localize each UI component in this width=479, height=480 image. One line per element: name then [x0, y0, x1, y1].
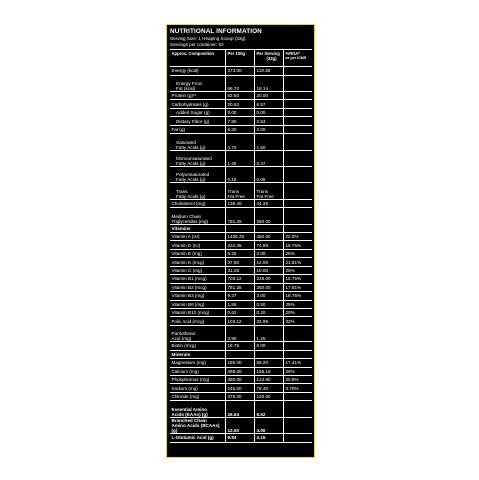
- value-per-100g: 62.50: [226, 92, 255, 99]
- value-per-100g: 26.64: [226, 401, 255, 416]
- row-label: Minerals: [170, 351, 226, 358]
- table-row: [170, 258, 312, 266]
- value-rda: [284, 183, 312, 198]
- value-per-serving: 119.35: [255, 67, 284, 74]
- row-label: Cholesterol (mg): [170, 200, 226, 207]
- header-per-serving: Per Serving (32g): [255, 50, 284, 66]
- value-rda: [284, 208, 312, 223]
- value-per-100g: 0.62: [226, 309, 255, 316]
- value-per-100g: 185.00: [226, 359, 255, 366]
- row-label: Monounsaturated Fatty Acids (g): [170, 151, 226, 166]
- value-per-serving: 59.20: [255, 359, 284, 366]
- row-label: Vitamins: [170, 225, 226, 232]
- value-per-serving: 2.00: [255, 250, 284, 257]
- row-label: Calcium (mg): [170, 368, 226, 375]
- serving-size: Serving Size: 1 Heaping Scoop (32g): [170, 36, 246, 41]
- nutrition-panel: [166, 24, 315, 458]
- value-rda: 32%: [285, 318, 295, 324]
- table-row: [170, 117, 312, 125]
- row-label: Pantothenic Acid (mg): [170, 326, 226, 341]
- row-label: Vitamin E (mg): [170, 250, 226, 257]
- value-per-100g: 56.70: [226, 76, 255, 91]
- value-rda: 18.75%: [285, 242, 302, 248]
- value-rda: [284, 200, 312, 207]
- value-per-serving: 8.52: [255, 401, 284, 416]
- table-row: [170, 151, 312, 167]
- row-label: Carbohydrates (g): [170, 100, 226, 107]
- value-per-100g: 245.00: [226, 384, 255, 391]
- value-per-100g: 781.25: [226, 208, 255, 223]
- value-per-serving: 10.00: [255, 267, 284, 274]
- value-per-serving: 12.00: [255, 258, 284, 265]
- value-per-100g: 31.25: [226, 267, 255, 274]
- value-per-serving: 120.00: [255, 393, 284, 400]
- table-row: [170, 326, 312, 342]
- value-per-100g: 37.50: [226, 258, 255, 265]
- value-per-100g: 138.40: [226, 200, 255, 207]
- table-row: [170, 109, 312, 117]
- table-row: [170, 309, 312, 317]
- table-header: [170, 50, 312, 67]
- value-per-serving: 20.00: [255, 92, 284, 99]
- row-label: Biotin (mcg): [170, 342, 226, 349]
- table-row: [170, 359, 312, 367]
- row-label: Vitamin K (mcg): [170, 258, 226, 265]
- row-label: Vitamin B12 (mcg): [170, 309, 226, 316]
- value-per-serving: 44.29: [255, 200, 284, 207]
- servings-per-container: Servings per container: 62: [170, 41, 224, 47]
- value-per-serving: 74.88: [255, 241, 284, 248]
- table-row: [170, 342, 312, 350]
- row-label: Protein (g)**: [170, 92, 226, 99]
- row-label: Energy (kcal): [170, 67, 226, 74]
- section-row: [170, 225, 312, 233]
- value-per-100g: 390.00: [226, 376, 255, 383]
- table-row: [170, 134, 312, 150]
- value-rda: [284, 393, 312, 400]
- value-per-serving: 1.25: [255, 326, 284, 341]
- value-rda: [284, 351, 312, 358]
- row-label: Magnesium (mg): [170, 359, 226, 366]
- table-row: [170, 92, 312, 100]
- value-per-100g: 7.90: [226, 117, 255, 124]
- row-label: Essential Amino Acids (EAAs) (g): [170, 401, 226, 416]
- panel-title: NUTRITIONAL INFORMATION: [170, 28, 262, 35]
- value-rda: 20%: [285, 310, 295, 316]
- table-row: [170, 284, 312, 292]
- value-per-100g: Trans Fat Free: [226, 183, 255, 198]
- value-per-100g: 781.25: [226, 284, 255, 291]
- value-per-serving: 0.06: [255, 167, 284, 182]
- table-row: [170, 208, 312, 224]
- value-per-100g: 103.12: [226, 317, 255, 324]
- value-per-serving: 450.00: [255, 233, 284, 240]
- table-row: [170, 200, 312, 208]
- row-label: Added Sugar (g): [170, 109, 226, 116]
- value-per-serving: 6.00: [255, 342, 284, 349]
- table-row: [170, 292, 312, 300]
- value-per-serving: [255, 351, 284, 358]
- table-row: [170, 126, 312, 134]
- row-label: Trans Fatty Acids (g): [170, 183, 226, 198]
- nutrition-table: [170, 49, 312, 442]
- value-rda: [284, 225, 312, 232]
- value-per-serving: 124.80: [255, 376, 284, 383]
- value-rda: 17.81%: [285, 284, 302, 290]
- value-rda: [284, 326, 312, 341]
- value-per-serving: Trans Fat Free: [255, 183, 284, 198]
- table-row: [170, 183, 312, 199]
- value-per-100g: 1.45: [226, 151, 255, 166]
- value-rda: [284, 109, 312, 116]
- value-per-100g: 488.00: [226, 368, 255, 375]
- table-row: [170, 100, 312, 108]
- value-rda: 18.75%: [285, 293, 302, 299]
- value-per-serving: 250.00: [255, 284, 284, 291]
- row-label: Medium Chain Triglycerides (mg): [170, 208, 226, 223]
- value-per-100g: 20.52: [226, 100, 255, 107]
- table-row: [170, 67, 312, 75]
- value-per-100g: 375.00: [226, 393, 255, 400]
- table-row: [170, 384, 312, 392]
- table-body: [170, 67, 312, 442]
- table-row: [170, 434, 312, 442]
- value-rda: [284, 134, 312, 149]
- value-per-100g: 1406.25: [226, 233, 255, 240]
- table-row: [170, 250, 312, 258]
- value-per-serving: 225.00: [255, 275, 284, 282]
- value-per-100g: 703.12: [226, 275, 255, 282]
- row-label: Phosphorous (mg): [170, 376, 226, 383]
- value-per-100g: 12.50: [226, 418, 255, 433]
- row-label: Polyunsaturated Fatty Acids (g): [170, 167, 226, 182]
- value-per-serving: 3.00: [255, 292, 284, 299]
- row-label: Folic Acid (mcg): [170, 317, 226, 324]
- row-label: Vitamin B3 (mg): [170, 292, 226, 299]
- section-row: [170, 351, 312, 359]
- table-row: [170, 368, 312, 376]
- value-rda: [284, 434, 312, 441]
- row-label: L-Glutamic Acid (g): [170, 434, 226, 441]
- value-per-100g: 6.30: [226, 126, 255, 133]
- value-rda: 25%: [285, 268, 295, 273]
- value-rda: 21.81%: [285, 259, 302, 265]
- value-rda: 26%: [285, 368, 295, 374]
- value-per-serving: 3.15: [255, 434, 284, 441]
- value-rda: 17.41%: [285, 360, 302, 366]
- table-row: [170, 241, 312, 249]
- value-per-serving: 4.00: [255, 418, 284, 433]
- row-label: Vitamin B2 (mcg): [170, 284, 226, 291]
- value-per-serving: 0.20: [255, 309, 284, 316]
- value-per-100g: 234.35: [226, 241, 255, 248]
- value-per-serving: [255, 225, 284, 232]
- value-per-serving: 0.47: [255, 151, 284, 166]
- value-per-serving: 250.00: [255, 208, 284, 223]
- value-per-100g: 4.70: [226, 134, 255, 149]
- table-row: [170, 76, 312, 92]
- header-per-100g: Per 100g: [226, 50, 255, 66]
- value-per-100g: 1.56: [226, 301, 255, 308]
- row-label: Sodium (mg): [170, 384, 226, 391]
- value-per-100g: 0.18: [226, 167, 255, 182]
- value-rda: 18.75%: [285, 276, 302, 282]
- value-per-serving: 156.16: [255, 368, 284, 375]
- row-label: Fat (g): [170, 126, 226, 133]
- value-rda: [284, 92, 312, 99]
- value-rda: [284, 151, 312, 166]
- row-label: Vitamin B1 (mcg): [170, 275, 226, 282]
- value-per-100g: [226, 351, 255, 358]
- value-per-100g: 3.90: [226, 326, 255, 341]
- value-rda: [284, 100, 312, 107]
- value-rda: 22.5%: [285, 234, 299, 240]
- value-per-100g: [226, 225, 255, 232]
- value-per-100g: 6.25: [226, 250, 255, 257]
- table-row: [170, 267, 312, 275]
- value-per-serving: 6.57: [255, 100, 284, 107]
- row-label: Vitamin A (IU): [170, 233, 226, 240]
- row-label: Vitamin D (IU): [170, 241, 226, 248]
- value-rda: [284, 167, 312, 182]
- table-row: [170, 167, 312, 183]
- value-per-serving: 0.50: [255, 301, 284, 308]
- table-row: [170, 317, 312, 325]
- value-rda: 20.8%: [285, 377, 299, 383]
- header-rda: %RDA* as per ICMR: [285, 50, 307, 60]
- value-per-100g: 9.37: [226, 292, 255, 299]
- value-per-serving: 1.50: [255, 134, 284, 149]
- value-rda: [284, 401, 312, 416]
- value-per-serving: 18.14: [255, 76, 284, 91]
- row-label: Vitamin C (mg): [170, 267, 226, 274]
- value-per-100g: 373.00: [226, 67, 255, 74]
- value-per-100g: 9.84: [226, 434, 255, 441]
- value-rda: 25%: [285, 251, 295, 257]
- row-label: Dietary Fibor (g): [170, 117, 226, 124]
- row-label: Vitamin B6 (mg): [170, 301, 226, 308]
- value-per-serving: 32.99: [255, 317, 284, 324]
- row-label: Branched Chain Amino Acids (BCAAs) (g): [170, 418, 226, 433]
- table-row: [170, 275, 312, 283]
- table-row: [170, 393, 312, 401]
- value-rda: 25%: [285, 301, 295, 307]
- value-rda: [284, 126, 312, 133]
- value-per-serving: 2.53: [255, 117, 284, 124]
- value-per-100g: 0.00: [226, 109, 255, 116]
- value-rda: [284, 342, 312, 349]
- value-per-serving: 0.00: [255, 109, 284, 116]
- row-label: Chloride (mg): [170, 393, 226, 400]
- row-label: Energy From Fat (kcal): [170, 76, 226, 91]
- table-row: [170, 301, 312, 309]
- value-rda: [284, 76, 312, 91]
- value-per-serving: 78.40: [255, 384, 284, 391]
- table-row: [170, 233, 312, 241]
- row-label: Saturated Fatty Acids (g): [170, 134, 226, 149]
- table-row: [170, 376, 312, 384]
- value-per-serving: 2.00: [255, 126, 284, 133]
- value-rda: [284, 418, 312, 433]
- value-rda: [284, 67, 312, 74]
- value-rda: 3.70%: [285, 385, 299, 391]
- table-row: [170, 401, 312, 417]
- header-composition: Approx. Composition: [170, 50, 226, 66]
- table-row: [170, 418, 312, 434]
- value-per-100g: 18.75: [226, 342, 255, 349]
- value-rda: [284, 117, 312, 124]
